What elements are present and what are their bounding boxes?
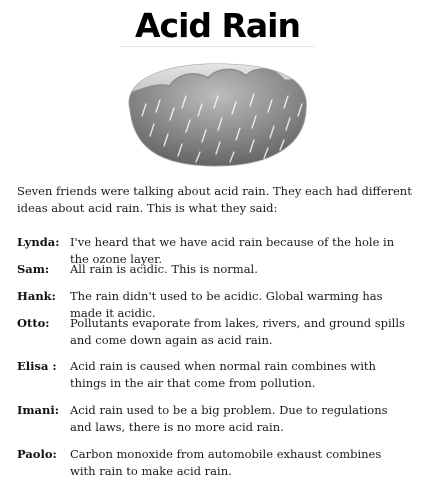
speaker-quote: Carbon monoxide from automobile exhaust combines with rain to make acid rain. bbox=[70, 447, 382, 478]
title-divider bbox=[120, 46, 315, 47]
speaker-quote: Acid rain is caused when normal rain combines with things in the air that come from pollution. bbox=[70, 359, 376, 390]
speaker-name: Imani: bbox=[17, 403, 59, 417]
speaker-name: Elisa : bbox=[17, 359, 57, 373]
speaker-name: Hank: bbox=[17, 289, 56, 303]
speaker-quote: Acid rain used to be a big problem. Due to regulations and laws, there is no more acid rain. bbox=[70, 403, 388, 434]
speaker-name: Lynda: bbox=[17, 235, 60, 249]
speaker-quote: The rain didn't used to be acidic. Global warming has made it acidic. bbox=[70, 289, 383, 320]
speaker-name: Paolo: bbox=[17, 447, 57, 461]
speaker-name: Otto: bbox=[17, 316, 50, 330]
page-title: Acid Rain bbox=[134, 6, 300, 45]
speaker-quote: All rain is acidic. This is normal. bbox=[70, 262, 258, 276]
speaker-quote: I've heard that we have acid rain because of the hole in the ozone layer. bbox=[70, 235, 395, 266]
speaker-quote: Pollutants evaporate from lakes, rivers, and ground spills and come down again as acid rain. bbox=[70, 316, 405, 347]
rain-cloud-icon bbox=[116, 52, 316, 172]
intro-paragraph: Seven friends were talking about acid rain. They each had different ideas about acid rain. This is what they said: bbox=[17, 184, 412, 215]
speaker-name: Sam: bbox=[17, 262, 50, 276]
